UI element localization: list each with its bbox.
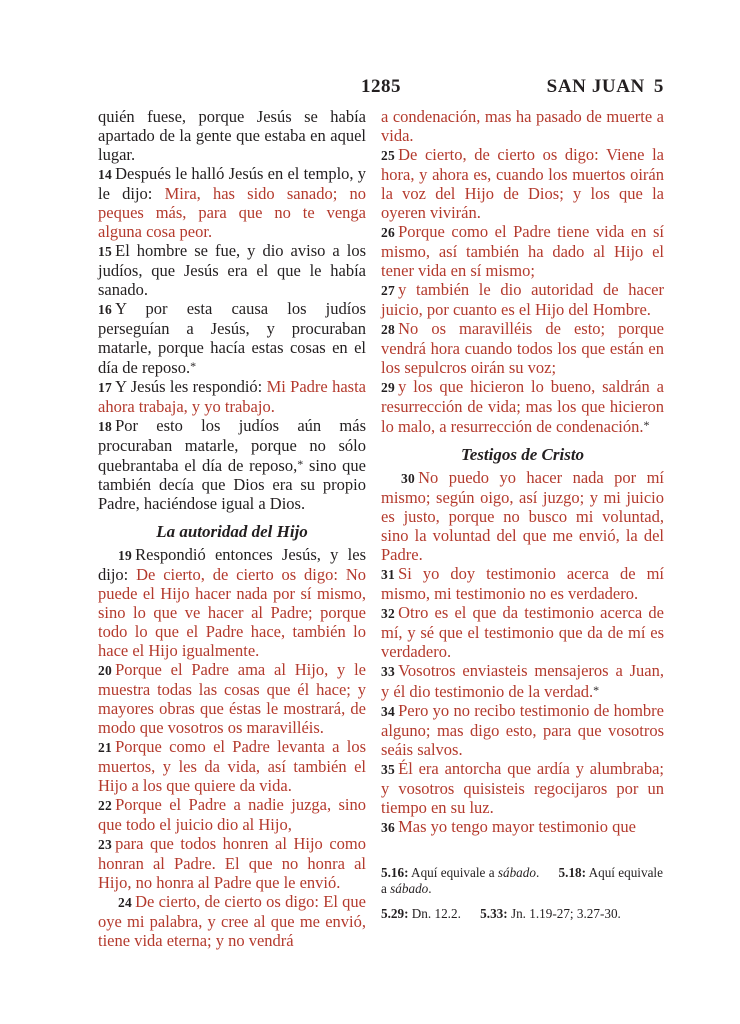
verse-text: El hombre se fue, y dio aviso a los judíos, que Jesús era el que le había sanado. bbox=[98, 241, 366, 299]
footnote-reference: 5.18: bbox=[558, 865, 587, 880]
verse-paragraph bbox=[98, 545, 366, 660]
verse-paragraph bbox=[381, 468, 664, 564]
verse-text: Y Jesús les respondió: bbox=[115, 377, 267, 396]
verse-paragraph bbox=[98, 737, 366, 795]
footnote-text: . bbox=[428, 881, 432, 896]
verse-text: quién fuese, porque Jesús se había apartado de la gente que estaba en aquel lugar. bbox=[98, 107, 366, 164]
footnote-asterisk: * bbox=[297, 457, 304, 471]
footnote-text: sábado bbox=[390, 881, 429, 896]
verse-text: Mi Padre hasta ahora trabaja, y yo trabajo. bbox=[98, 377, 366, 416]
verse-text: Porque como el Padre levanta a los muertos, y les da vida, así también el Hijo a los que quiere da vida. bbox=[98, 737, 366, 795]
verse-paragraph bbox=[381, 759, 664, 817]
verse-text: Mira, has sido sanado; no peques más, para que no te venga alguna cosa peor. bbox=[98, 184, 366, 241]
left-column-verses bbox=[98, 107, 366, 950]
footnote-text: Jn. 1.19-27; 3.27-30. bbox=[507, 906, 621, 921]
verse-number: 21 bbox=[98, 740, 113, 755]
verse-number: 25 bbox=[381, 148, 396, 163]
verse-paragraph bbox=[98, 892, 366, 950]
verse-paragraph bbox=[381, 564, 664, 603]
verse-text: y los que hicieron lo bueno, saldrán a resurrección de vida; mas los que hicieron lo malo, a resurrección de condenación. bbox=[381, 377, 664, 436]
verse-text: Respondió entonces Jesús, y les dijo: bbox=[98, 545, 366, 584]
verse-text: Si yo doy testimonio acerca de mí mismo, mi testimonio no es verdadero. bbox=[381, 564, 664, 603]
verse-paragraph bbox=[98, 299, 366, 377]
left-column bbox=[98, 107, 366, 950]
footnote-text: Aquí equivale a bbox=[381, 865, 663, 896]
running-head bbox=[547, 76, 664, 98]
footnote-asterisk: * bbox=[643, 418, 650, 432]
verse-paragraph bbox=[381, 222, 664, 280]
footnote-text: sábado bbox=[497, 865, 536, 880]
verse-paragraph bbox=[381, 145, 664, 222]
verse-text: De cierto, de cierto os digo: Viene la hora, y ahora es, cuando los muertos oirán la voz del Hijo de Dios; y los que la oyeren vivirán. bbox=[381, 145, 664, 222]
verse-number: 15 bbox=[98, 244, 113, 259]
right-column bbox=[381, 107, 664, 931]
verse-paragraph bbox=[381, 661, 664, 701]
page-header bbox=[98, 76, 664, 100]
verse-paragraph bbox=[98, 795, 366, 834]
verse-number: 26 bbox=[381, 225, 396, 240]
verse-number: 32 bbox=[381, 606, 396, 621]
verse-text: para que todos honren al Hijo como honran al Padre. El que no honra al Hijo, no honra al Padre que le envió. bbox=[98, 834, 366, 892]
verse-number: 20 bbox=[98, 663, 113, 678]
verse-paragraph bbox=[381, 319, 664, 377]
chapter-number: 5 bbox=[653, 76, 664, 97]
verse-number: 30 bbox=[401, 471, 416, 486]
verse-number: 31 bbox=[381, 567, 396, 582]
continuation-paragraph bbox=[98, 107, 366, 164]
section-heading: Testigos de Cristo bbox=[460, 445, 585, 464]
verse-number: 17 bbox=[98, 380, 113, 395]
verse-text: No os maravilléis de esto; porque vendrá hora cuando todos los que están en los sepulcros oirán su voz; bbox=[381, 319, 664, 377]
verse-number: 14 bbox=[98, 167, 113, 182]
verse-paragraph bbox=[381, 280, 664, 319]
verse-text: Por esto los judíos aún más procuraban matarle, porque no sólo quebrantaba el día de reposo, bbox=[98, 416, 366, 475]
footnote-asterisk: * bbox=[593, 683, 600, 697]
verse-number: 24 bbox=[118, 895, 133, 910]
right-column-verses bbox=[381, 107, 664, 837]
verse-number: 28 bbox=[381, 322, 396, 337]
verse-paragraph bbox=[381, 603, 664, 661]
verse-number: 35 bbox=[381, 762, 396, 777]
verse-paragraph bbox=[98, 377, 366, 416]
page-number: 1285 bbox=[361, 76, 401, 97]
continuation-paragraph bbox=[381, 107, 664, 145]
verse-text: y también le dio autoridad de hacer juicio, por cuanto es el Hijo del Hombre. bbox=[381, 280, 664, 319]
verse-paragraph bbox=[98, 416, 366, 513]
verse-number: 18 bbox=[98, 419, 113, 434]
verse-text: Porque el Padre ama al Hijo, y le muestra todas las cosas que él hace; y mayores obras que éstas le mostrará, de modo que vosotros os maravilléis. bbox=[98, 660, 366, 737]
verse-number: 34 bbox=[381, 704, 396, 719]
verse-number: 27 bbox=[381, 283, 396, 298]
verse-number: 33 bbox=[381, 664, 396, 679]
footnotes-block bbox=[381, 865, 664, 922]
verse-text: De cierto, de cierto os digo: El que oye mi palabra, y cree al que me envió, tiene vida eterna; y no vendrá bbox=[98, 892, 366, 950]
verse-number: 29 bbox=[381, 380, 396, 395]
verse-paragraph bbox=[98, 241, 366, 299]
verse-text: Pero yo no recibo testimonio de hombre alguno; mas digo esto, para que vosotros seáis salvos. bbox=[381, 701, 664, 759]
footnote-text: Aquí equivale a bbox=[408, 865, 498, 880]
footnote-text: Dn. 12.2. bbox=[408, 906, 465, 921]
verse-text: Otro es el que da testimonio acerca de mí, y sé que el testimonio que da de mí es verdadero. bbox=[381, 603, 664, 661]
footnote-reference: 5.16: bbox=[381, 865, 409, 880]
verse-text: a condenación, mas ha pasado de muerte a vida. bbox=[381, 107, 664, 145]
verse-text: Porque el Padre a nadie juzga, sino que todo el juicio dio al Hijo, bbox=[98, 795, 366, 834]
verse-text: Porque como el Padre tiene vida en sí mismo, así también ha dado al Hijo el tener vida en sí mismo; bbox=[381, 222, 664, 280]
verse-text: sino que también decía que Dios era su propio Padre, haciéndose igual a Dios. bbox=[98, 456, 366, 513]
verse-text: Y por esta causa los judíos perseguían a Jesús, y procuraban matarle, porque hacía estas cosas en el día de reposo. bbox=[98, 299, 366, 377]
verse-number: 36 bbox=[381, 820, 396, 835]
footnote-text: . bbox=[535, 865, 543, 880]
verse-text: Vosotros enviasteis mensajeros a Juan, y él dio testimonio de la verdad. bbox=[381, 661, 664, 701]
verse-text: Después le halló Jesús en el templo, y le dijo: bbox=[98, 164, 366, 203]
verse-paragraph bbox=[381, 817, 664, 837]
footnote-asterisk: * bbox=[190, 359, 197, 373]
verse-text: De cierto, de cierto os digo: No puede el Hijo hacer nada por sí mismo, sino lo que ve hacer al Padre; porque todo lo que el Padre hace, también lo hace el Hijo igualmente. bbox=[98, 565, 366, 660]
two-column-text bbox=[98, 107, 664, 950]
verse-paragraph bbox=[98, 660, 366, 737]
verse-paragraph bbox=[98, 164, 366, 241]
verse-number: 19 bbox=[118, 548, 133, 563]
page-content bbox=[98, 76, 664, 950]
verse-text: Mas yo tengo mayor testimonio que bbox=[398, 817, 636, 836]
verse-number: 22 bbox=[98, 798, 113, 813]
verse-paragraph bbox=[98, 834, 366, 892]
footnote-reference: 5.29: bbox=[381, 906, 409, 921]
book-name: SAN JUAN bbox=[546, 76, 645, 97]
verse-number: 16 bbox=[98, 302, 113, 317]
footnote bbox=[381, 906, 664, 922]
verse-text: Él era antorcha que ardía y alumbraba; y vosotros quisisteis regocijaros por un tiempo en su luz. bbox=[381, 759, 664, 817]
section-heading: La autoridad del Hijo bbox=[156, 522, 308, 541]
footnote bbox=[381, 865, 664, 897]
verse-number: 23 bbox=[98, 837, 113, 852]
verse-text: No puedo yo hacer nada por mí mismo; según oigo, así juzgo; y mi juicio es justo, porque no busco mi voluntad, sino la voluntad del que me envió, la del Padre. bbox=[381, 468, 664, 564]
footnote-reference: 5.33: bbox=[480, 906, 508, 921]
verse-paragraph bbox=[381, 377, 664, 436]
verse-paragraph bbox=[381, 701, 664, 759]
